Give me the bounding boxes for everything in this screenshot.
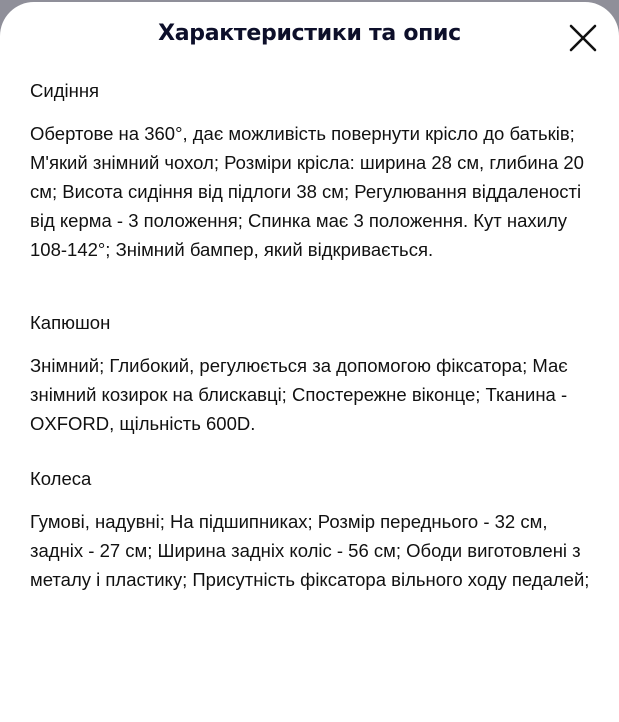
characteristics-modal <box>0 2 619 722</box>
section-text: Обертове на 360°, дає можливість повернути крісло до батьків; М'який знімний чохол; Розміри крісла: ширина 28 см, глибина 20 см; Висота сидіння від підлоги 38 см; Регулювання віддаленості від керма - 3 положення; Спинка має 3 положення. Кут нахилу 108-142°; Знімний бампер, який відкривається. <box>30 123 584 260</box>
modal-content <box>30 78 600 630</box>
section-text: Знімний; Глибокий, регулюється за допомогою фіксатора; Має знімний козирок на блискавці; Спостережне віконце; Тканина - OXFORD, щільність 600D. <box>30 355 568 434</box>
close-button[interactable] <box>566 21 600 55</box>
section-title: Капюшон <box>30 312 111 333</box>
close-icon <box>566 21 600 55</box>
section-title: Колеса <box>30 468 92 489</box>
section-title: Сидіння <box>30 80 100 101</box>
section-wheels <box>30 466 600 594</box>
section-seat <box>30 78 600 264</box>
modal-title: Характеристики та опис <box>158 21 461 46</box>
modal-header <box>0 2 619 74</box>
section-hood <box>30 310 600 438</box>
section-text: Гумові, надувні; На підшипниках; Розмір переднього - 32 см, задніх - 27 см; Ширина задніх коліс - 56 см; Ободи виготовлені з металу і пластику; Присутність фіксатора вільного ходу педалей; <box>30 511 590 590</box>
